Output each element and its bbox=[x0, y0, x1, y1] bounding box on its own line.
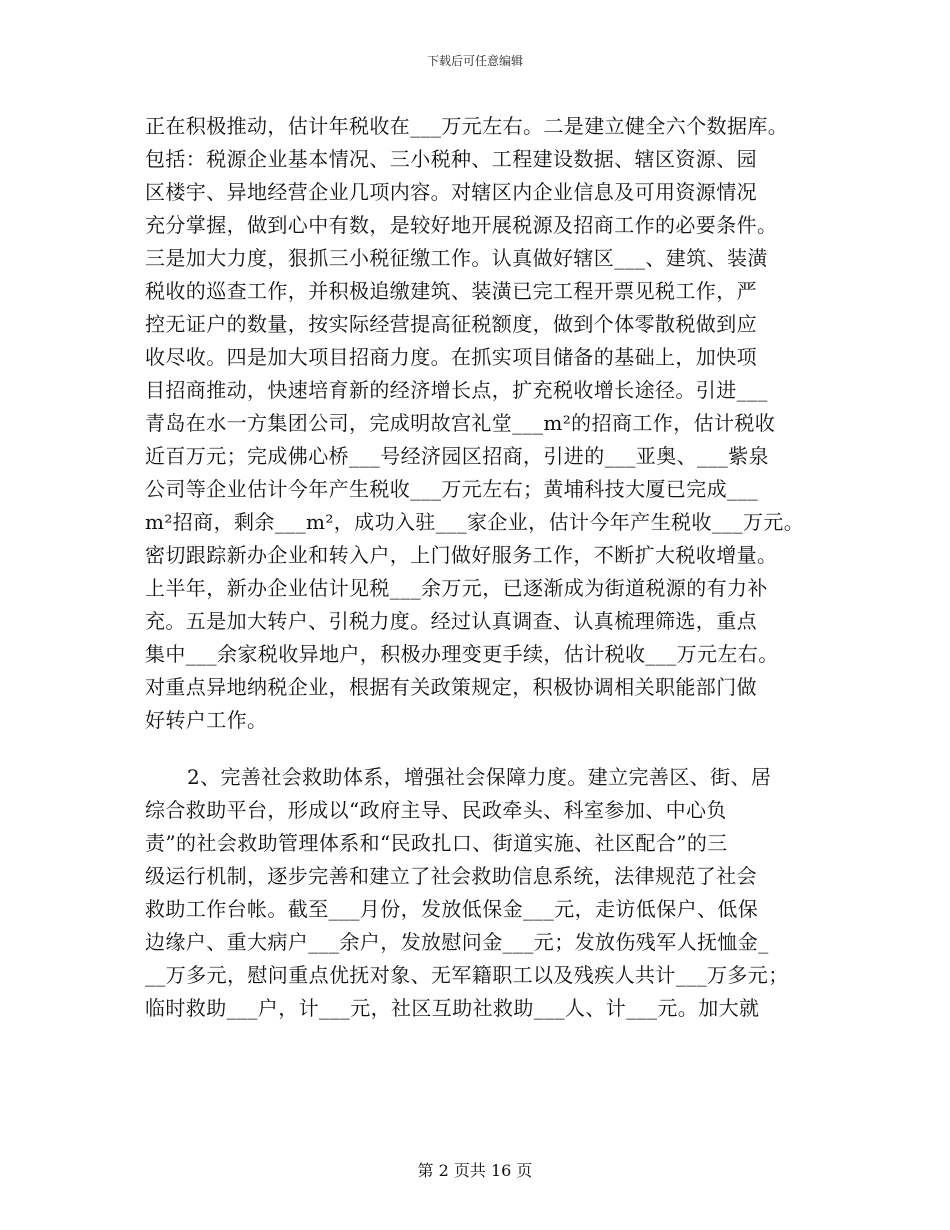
text-line: 救助工作台帐。截至___月份，发放低保金___元，走访低保户、低保 bbox=[145, 897, 759, 921]
text-line: 密切跟踪新办企业和转入户，上门做好服务工作，不断扩大税收增量。 bbox=[145, 543, 778, 567]
text-line: 好转户工作。 bbox=[145, 708, 268, 732]
text-line: 责”的社会救助管理体系和“民政扎口、街道实施、社区配合”的三 bbox=[145, 831, 728, 855]
text-line: 收尽收。四是加大项目招商力度。在抓实项目储备的基础上，加快项 bbox=[145, 345, 757, 369]
page-header: 下载后可任意编辑 bbox=[426, 54, 523, 68]
text-line: __万多元，慰问重点优抚对象、无军籍职工以及残疾人共计___万多元； bbox=[145, 963, 789, 987]
text-line: m²招商，剩余___m²，成功入驻___家企业，估计今年产生税收___万元。 bbox=[145, 510, 805, 534]
document-body bbox=[145, 110, 805, 1025]
text-line: 包括：税源企业基本情况、三小税种、工程建设数据、辖区资源、园 bbox=[145, 147, 757, 171]
text-line: 充。五是加大转户、引税力度。经过认真调查、认真梳理筛选，重点 bbox=[145, 609, 757, 633]
text-line: 公司等企业估计今年产生税收___万元左右；黄埔科技大厦已完成___ bbox=[145, 477, 759, 501]
text-line: 近百万元；完成佛心桥___号经济园区招商，引进的___亚奥、___紫泉 bbox=[145, 444, 769, 468]
page-footer: 第 2 页共 16 页 bbox=[417, 1161, 533, 1180]
text-line: 集中___余家税收异地户，积极办理变更手续，估计税收___万元左右。 bbox=[145, 642, 779, 666]
text-line: 区楼宇、异地经营企业几项内容。对辖区内企业信息及可用资源情况 bbox=[145, 180, 757, 204]
text-line: 青岛在水一方集团公司，完成明故宫礼堂___m²的招商工作，估计税收 bbox=[145, 411, 776, 435]
text-line: 充分掌握，做到心中有数，是较好地开展税源及招商工作的必要条件。 bbox=[145, 213, 778, 237]
text-line: 上半年，新办企业估计见税___余万元，已逐渐成为街道税源的有力补 bbox=[145, 576, 768, 600]
text-line: 对重点异地纳税企业，根据有关政策规定，积极协调相关职能部门做 bbox=[145, 675, 757, 699]
text-line: 控无证户的数量，按实际经营提高征税额度，做到个体零散税做到应 bbox=[145, 312, 757, 336]
paragraph-start-line: 2、完善社会救助体系，增强社会保障力度。建立完善区、街、居 bbox=[187, 765, 772, 789]
text-line: 税收的巡查工作，并积极追缴建筑、装潢已完工程开票见税工作，严 bbox=[145, 279, 757, 303]
text-line: 临时救助___户，计___元，社区互助社救助___人、计___元。加大就 bbox=[145, 996, 760, 1020]
text-line: 三是加大力度，狠抓三小税征缴工作。认真做好辖区___、建筑、装潢 bbox=[145, 246, 768, 270]
text-line: 综合救助平台，形成以“政府主导、民政牵头、科室参加、中心负 bbox=[145, 798, 727, 822]
text-line: 边缘户、重大病户___余户，发放慰问金___元；发放伤残军人抚恤金_ bbox=[145, 930, 769, 954]
text-line: 正在积极推动，估计年税收在___万元左右。二是建立健全六个数据库。 bbox=[145, 114, 789, 138]
text-line: 级运行机制，逐步完善和建立了社会救助信息系统，法律规范了社会 bbox=[145, 864, 757, 888]
text-line: 目招商推动，快速培育新的经济增长点，扩充税收增长途径。引进___ bbox=[145, 378, 768, 402]
